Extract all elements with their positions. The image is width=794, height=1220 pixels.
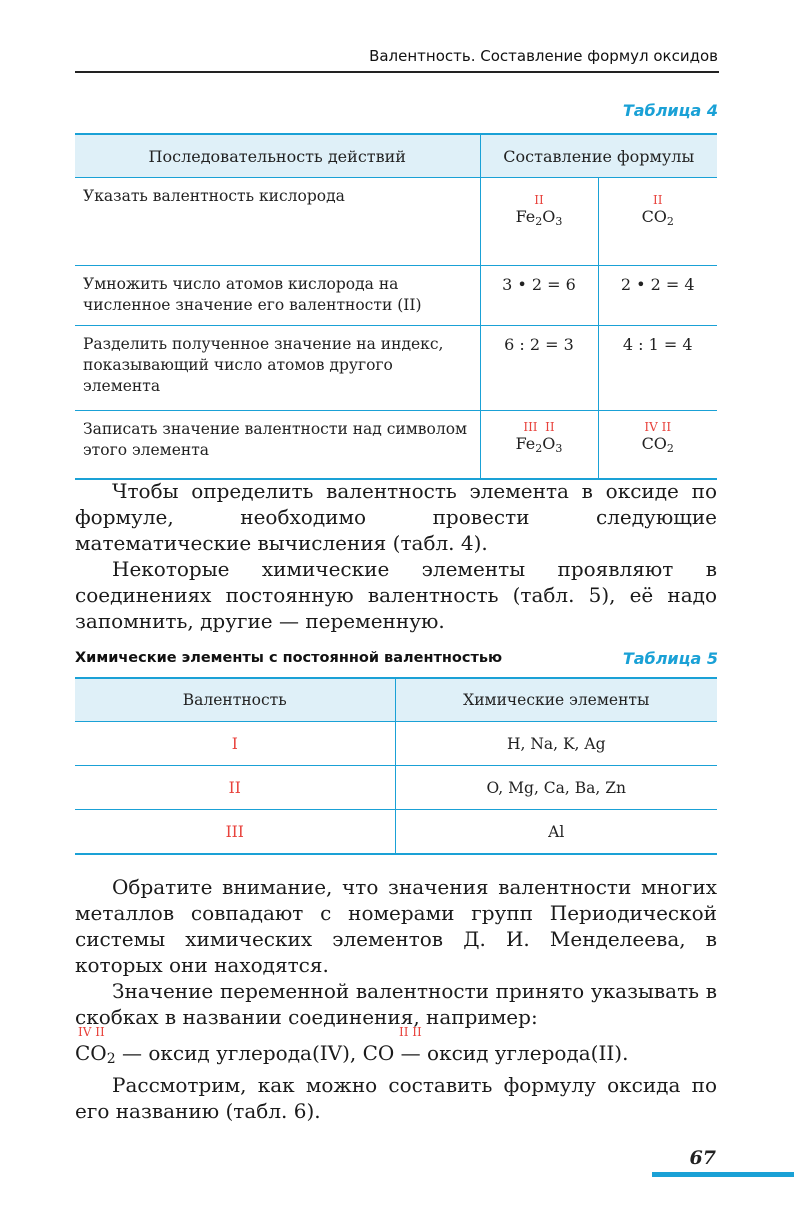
- table4-cell: [480, 411, 598, 479]
- valence-cell: II: [75, 766, 395, 810]
- table5-head-elements: Химические элементы: [395, 678, 717, 722]
- elements-cell: H, Na, K, Ag: [395, 722, 717, 766]
- table-row: [75, 178, 717, 266]
- paragraph-5: Рассмотрим, как можно составить формулу оксида по его названию (табл. 6).: [75, 1073, 717, 1123]
- running-header: Валентность. Составление формул оксидов: [369, 47, 718, 65]
- valence-mark: IV II: [644, 420, 672, 434]
- table4-action: Умножить число атомов кислорода на численное значение его валентности (II): [75, 266, 480, 326]
- formula: $CO_2$: [641, 207, 674, 228]
- table4-cell: 2 • 2 = 4: [598, 266, 717, 326]
- table4-label: Таблица 4: [622, 101, 718, 120]
- table4-action: Указать валентность кислорода: [75, 178, 480, 266]
- paragraph-4: Значение переменной валентности принято указывать в скобках в названии соединения, например:: [75, 979, 717, 1029]
- table-5: [75, 677, 717, 855]
- table4-action: Разделить полученное значение на индекс, показывающий число атомов другого элемента: [75, 326, 480, 411]
- table4-head-formula: Составление формулы: [480, 134, 717, 178]
- paragraph-2: Некоторые химические элементы проявляют в соединениях постоянную валентность (табл. 5), её надо запомнить, другие — переменную.: [75, 557, 717, 633]
- valence-mark: IV II: [78, 1025, 105, 1039]
- valence-mark: II: [534, 193, 544, 207]
- table-row: [75, 766, 717, 810]
- table-row: [75, 326, 717, 411]
- table4-cell: 3 • 2 = 6: [480, 266, 598, 326]
- table4-action: Записать значение валентности над символом этого элемента: [75, 411, 480, 479]
- formula: $Fe_2O_3$: [515, 434, 563, 455]
- table-row: [75, 722, 717, 766]
- valence-mark: II: [653, 193, 663, 207]
- table-row: [75, 810, 717, 855]
- valence-mark: III II: [523, 420, 555, 434]
- formula: $CO_2$: [641, 434, 674, 455]
- table4-head-actions: Последовательность действий: [75, 134, 480, 178]
- valence-cell: III: [75, 810, 395, 855]
- page-number: 67: [689, 1147, 716, 1169]
- table4-cell: 6 : 2 = 3: [480, 326, 598, 411]
- table4-cell: [598, 411, 717, 479]
- elements-cell: O, Mg, Ca, Ba, Zn: [395, 766, 717, 810]
- valence-cell: I: [75, 722, 395, 766]
- paragraph-3: Обратите внимание, что значения валентности многих металлов совпадают с номерами групп Периодической системы химических элементов Д. И. Менделеева, в которых они находятся.: [75, 875, 717, 977]
- table-4: [75, 133, 717, 480]
- table4-cell: [598, 178, 717, 266]
- table-row: [75, 411, 717, 479]
- table5-label: Таблица 5: [622, 649, 718, 668]
- table5-caption: Химические элементы с постоянной валентностью: [75, 650, 503, 666]
- paragraph-1: Чтобы определить валентность элемента в оксиде по формуле, необходимо провести следующие математические вычисления (табл. 4).: [75, 479, 717, 555]
- table4-cell: [480, 178, 598, 266]
- formula: $Fe_2O_3$: [515, 207, 563, 228]
- table-row: [75, 266, 717, 326]
- table5-head-valence: Валентность: [75, 678, 395, 722]
- example-line: $CO_2$ — оксид углерода(IV), CO — оксид углерода(II).: [75, 1041, 629, 1067]
- header-rule: [75, 71, 719, 73]
- elements-cell: Al: [395, 810, 717, 855]
- table4-cell: 4 : 1 = 4: [598, 326, 717, 411]
- valence-mark: II II: [399, 1025, 422, 1039]
- footer-bar: [652, 1172, 794, 1177]
